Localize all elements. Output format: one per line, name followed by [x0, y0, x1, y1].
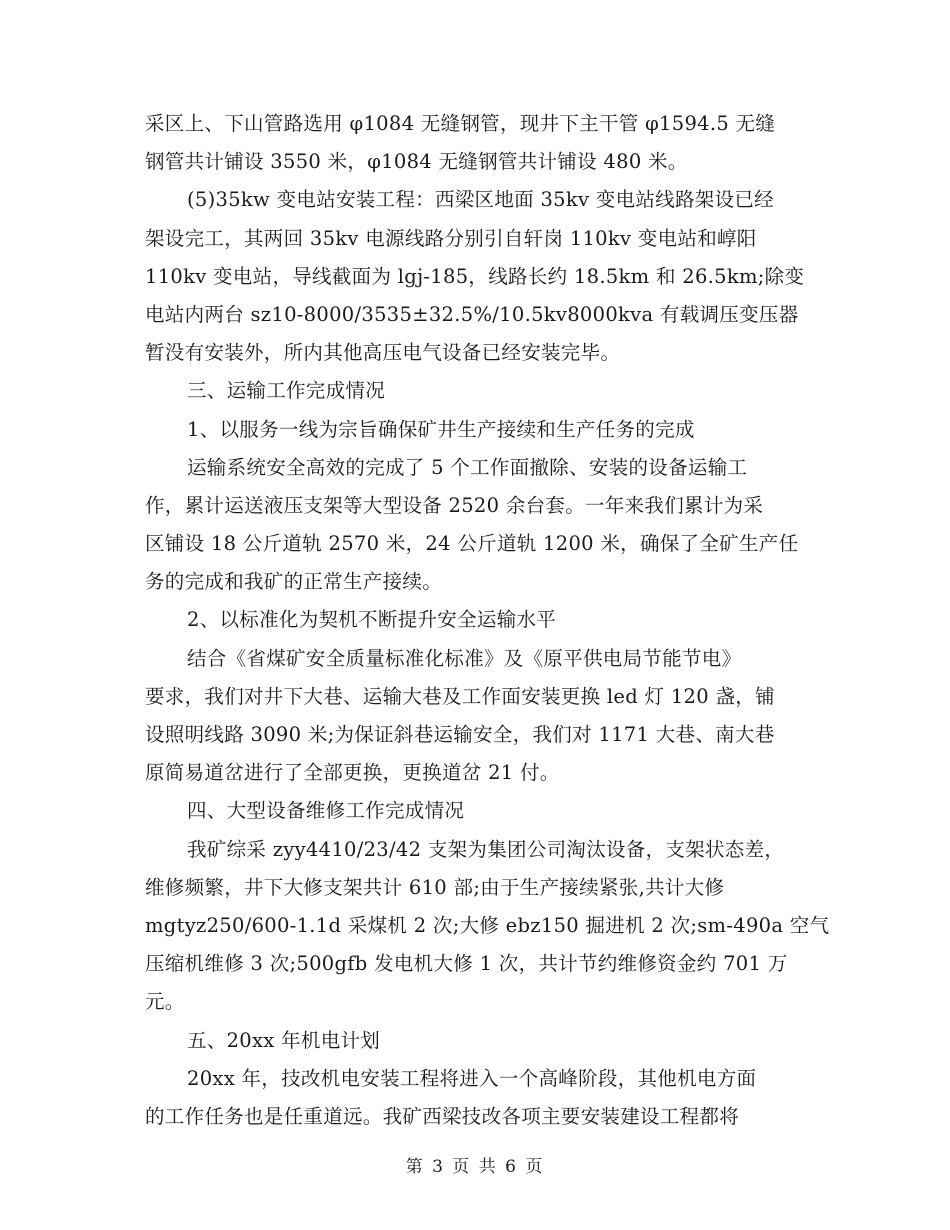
text-line: 1、以服务一线为宗旨确保矿井生产接续和生产任务的完成 — [187, 417, 695, 441]
text-line: 区铺设 18 公斤道轨 2570 米，24 公斤道轨 1200 米，确保了全矿生产任 — [145, 532, 799, 556]
text-line: 三、运输工作完成情况 — [187, 379, 386, 403]
text-line: 结合《省煤矿安全质量标准化标准》及《原平供电局节能节电》 — [187, 646, 742, 670]
text-line: 要求，我们对井下大巷、运输大巷及工作面安装更换 led 灯 120 盏，铺 — [145, 684, 775, 708]
text-line: 的工作任务也是任重道远。我矿西梁技改各项主要安装建设工程都将 — [145, 1104, 740, 1128]
text-line: 压缩机维修 3 次;500gfb 发电机大修 1 次，共计节约维修资金约 701 万 — [145, 952, 788, 976]
text-line: 2、以标准化为契机不断提升安全运输水平 — [187, 608, 557, 632]
text-line: 设照明线路 3090 米;为保证斜巷运输安全，我们对 1171 大巷、南大巷 — [145, 723, 775, 746]
text-line: 四、大型设备维修工作完成情况 — [187, 799, 465, 823]
text-line: 钢管共计铺设 3550 米，φ1084 无缝钢管共计铺设 480 米。 — [145, 150, 688, 174]
text-line: 运输系统安全高效的完成了 5 个工作面撤除、安装的设备运输工 — [187, 455, 748, 479]
text-line: 务的完成和我矿的正常生产接续。 — [145, 570, 443, 594]
text-line: 20xx 年，技改机电安装工程将进入一个高峰阶段，其他机电方面 — [187, 1066, 757, 1090]
text-line: 我矿综采 zyy4410/23/42 支架为集团公司淘汰设备，支架状态差， — [187, 837, 785, 861]
text-line: 作，累计运送液压支架等大型设备 2520 余台套。一年来我们累计为采 — [145, 493, 764, 517]
text-line: 元。 — [145, 990, 185, 1014]
text-line: 架设完工，其两回 35kv 电源线路分别引自轩岗 110kv 变电站和崞阳 — [145, 226, 757, 250]
page-footer: 第 3 页 共 6 页 — [405, 1157, 545, 1177]
text-line: 维修频繁，井下大修支架共计 610 部;由于生产接续紧张,共计大修 — [145, 875, 725, 899]
document-body — [145, 105, 830, 1136]
text-line: 原简易道岔进行了全部更换，更换道岔 21 付。 — [145, 761, 560, 785]
text-line: (5)35kw 变电站安装工程：西梁区地面 35kv 变电站线路架设已经 — [187, 188, 774, 212]
text-line: 五、20xx 年机电计划 — [187, 1028, 381, 1052]
text-line: 采区上、下山管路选用 φ1084 无缝钢管，现井下主干管 φ1594.5 无缝 — [145, 112, 776, 135]
text-line: 电站内两台 sz10-8000/3535±32.5%/10.5kv8000kva 有载调压变压器 — [145, 302, 799, 326]
text-line: 110kv 变电站，导线截面为 lgj-185，线路长约 18.5km 和 26.5km;除变 — [145, 264, 805, 288]
text-line: 暂没有安装外，所内其他高压电气设备已经安装完毕。 — [145, 341, 621, 365]
text-line: mgtyz250/600-1.1d 采煤机 2 次;大修 ebz150 掘进机 2 次;sm-490a 空气 — [145, 913, 830, 937]
